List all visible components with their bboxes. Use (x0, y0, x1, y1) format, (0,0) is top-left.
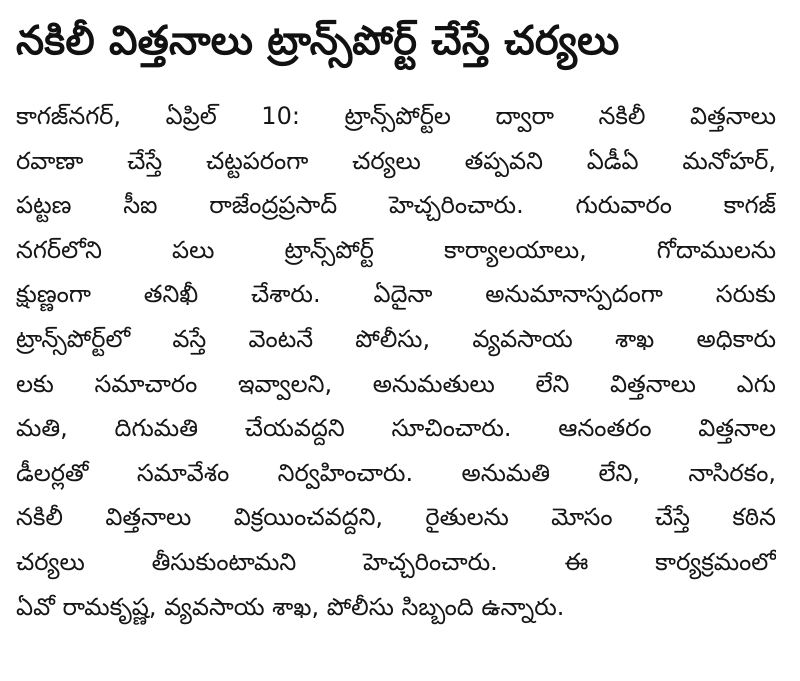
article-line: లకు సమాచారం ఇవ్వాలని, అనుమతులు లేని విత్తనాలు ఎగు (16, 369, 776, 398)
article-line: ఏవో రామకృష్ణ, వ్యవసాయ శాఖ, పోలీసు సిబ్బంది ఉన్నారు. (16, 592, 565, 621)
headline: నకిలీ విత్తనాలు ట్రాన్స్‌పోర్ట్ చేస్తే చర్యలు (16, 18, 620, 64)
article-line: రవాణా చేస్తే చట్టపరంగా చర్యలు తప్పవని ఏడీఏ మనోహర్, (16, 146, 776, 175)
article-line: నకిలీ విత్తనాలు విక్రయించవద్దని, రైతులను మోసం చేస్తే కఠిన (16, 503, 776, 532)
article-body (16, 94, 776, 629)
article-line: క్షుణ్ణంగా తనిఖీ చేశారు. ఏదైనా అనుమానాస్పదంగా సరుకు (16, 280, 776, 309)
article-line: మతి, దిగుమతి చేయవద్దని సూచించారు. ఆనంతరం విత్తనాల (16, 414, 776, 443)
article-line: కాగజ్‌నగర్, ఏప్రిల్ 10: ట్రాన్స్‌పోర్ట్‌ల ద్వారా నకిలీ విత్తనాలు (16, 102, 776, 130)
article-line: డీలర్లతో సమావేశం నిర్వహించారు. అనుమతి లేని, నాసిరకం, (16, 458, 776, 487)
article-line: నగర్‌లోని పలు ట్రాన్స్‌పోర్ట్ కార్యాలయాలు, గోదాములను (16, 235, 776, 264)
article-line: పట్టణ సీఐ రాజేంద్రప్రసాద్ హెచ్చరించారు. గురువారం కాగజ్ (16, 191, 776, 220)
article-line: ట్రాన్స్‌పోర్ట్‌లో వస్తే వెంటనే పోలీసు, వ్యవసాయ శాఖ అధికారు (16, 324, 776, 353)
article-line: చర్యలు తీసుకుంటామని హెచ్చరించారు. ఈ కార్యక్రమంలో (16, 547, 776, 576)
